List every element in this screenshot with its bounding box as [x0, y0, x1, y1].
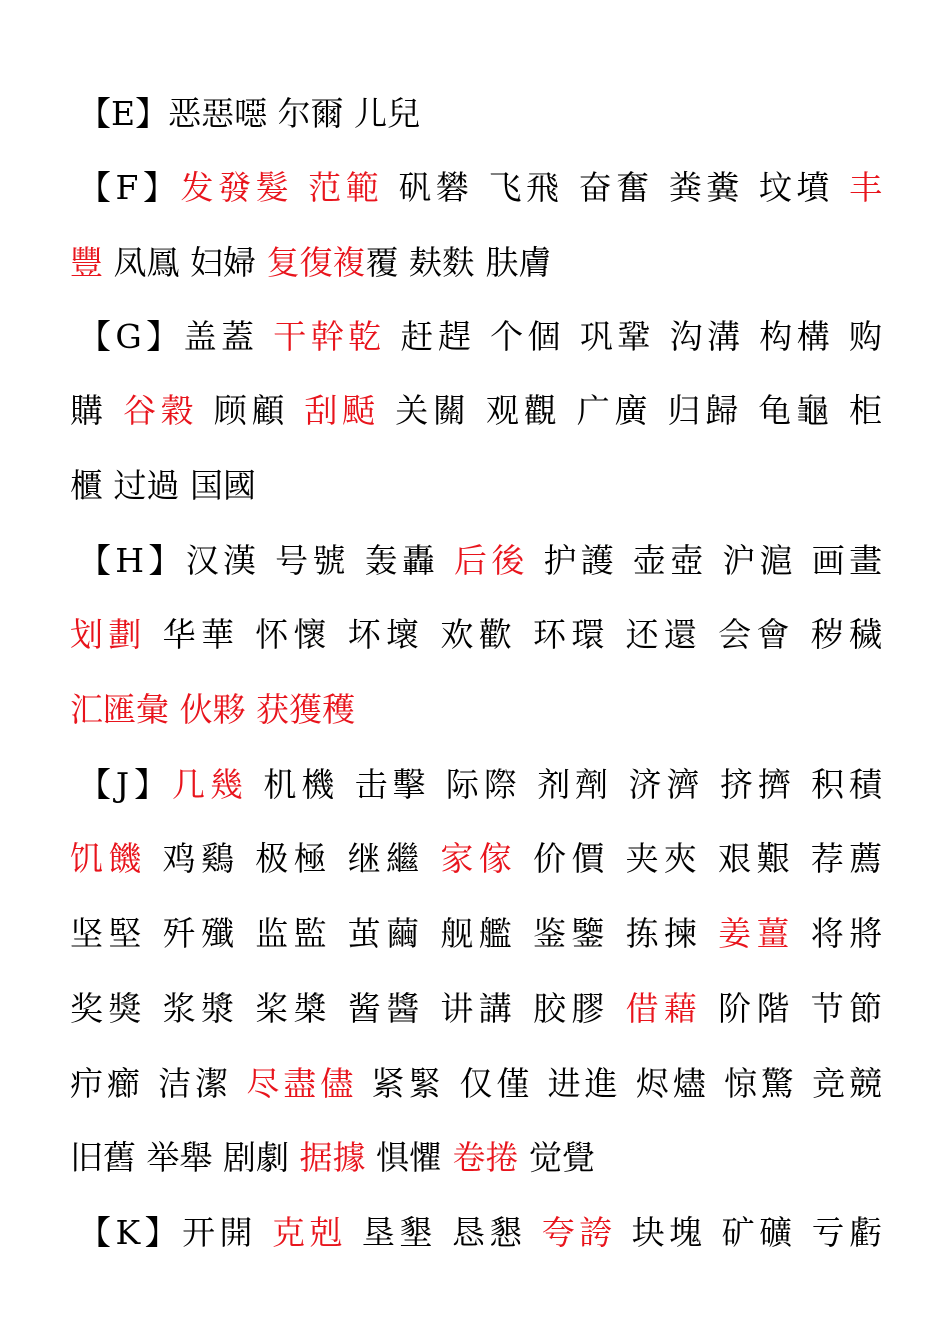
character-group: 环環: [532, 615, 610, 654]
character-group: 归歸: [667, 391, 743, 430]
highlighted-character-group: 刮颳: [304, 391, 380, 430]
text-line: [78, 1207, 882, 1259]
highlighted-character-group: 借藉: [625, 989, 703, 1028]
character-group: 矾礬: [398, 168, 474, 207]
character-group: 轰轟: [364, 541, 440, 580]
character-group: 沟溝: [669, 317, 745, 356]
text-line: [70, 833, 882, 885]
highlighted-character-group: 发發髮: [180, 168, 294, 207]
highlighted-character-group: 丰: [849, 168, 882, 207]
character-group: 胶膠: [532, 989, 610, 1028]
character-group: 块塊: [631, 1213, 707, 1252]
character-group: 个個: [490, 317, 565, 356]
character-group: 节節: [810, 989, 882, 1028]
character-group: 仅僅: [459, 1064, 534, 1103]
highlighted-character-group: 据據: [299, 1138, 366, 1177]
character-group: 沪滬: [722, 541, 797, 580]
character-group: 坏壞: [347, 615, 425, 654]
character-group: 竞競: [812, 1064, 882, 1103]
character-group: 肤膚: [485, 243, 552, 282]
character-group: 妇婦: [190, 243, 256, 282]
character-group: 欢歡: [440, 615, 518, 654]
character-group: 汉漢: [185, 541, 261, 580]
character-group: 击擊: [354, 765, 431, 804]
text-line: [70, 684, 882, 736]
highlighted-character-group: 卷捲: [452, 1138, 519, 1177]
highlighted-character-group: 几幾: [172, 765, 248, 804]
character-group: 进進: [547, 1064, 622, 1103]
character-group: 将將: [810, 914, 882, 953]
highlighted-character-group: 获獲穫: [256, 690, 355, 729]
character-group: 浆漿: [162, 989, 240, 1028]
highlighted-character-group: 饥饑: [70, 839, 147, 878]
character-group: 价價: [532, 839, 610, 878]
character-group: 护護: [543, 541, 619, 580]
text-line: [78, 88, 882, 140]
character-group: 际際: [445, 765, 522, 804]
text-line: [78, 311, 882, 363]
highlighted-character-group: 家傢: [440, 839, 518, 878]
character-group: 恳懇: [451, 1213, 527, 1252]
character-group: 剧劇: [223, 1138, 289, 1177]
character-group: 飞飛: [488, 168, 564, 207]
character-group: 济濟: [628, 765, 705, 804]
character-group: 广廣: [576, 391, 653, 430]
character-group: 麸麩: [409, 243, 475, 282]
highlighted-character-group: 干幹乾: [273, 317, 386, 356]
character-group: 凤鳳: [113, 243, 180, 282]
character-group: 尔爾: [277, 94, 344, 133]
character-group: 洁潔: [158, 1064, 232, 1103]
section-letter: 【K】: [78, 1213, 183, 1252]
section-letter: 【G】: [78, 317, 184, 356]
character-group: 坚堅: [70, 914, 147, 953]
character-group: 秽穢: [810, 615, 882, 654]
character-group: 櫃: [70, 466, 103, 505]
text-line: [70, 609, 882, 661]
character-group: 亏虧: [811, 1213, 882, 1252]
character-group: 粪糞: [668, 168, 744, 207]
character-group: 惧懼: [376, 1138, 442, 1177]
character-group: 疖癤: [70, 1064, 144, 1103]
character-group: 夹夾: [625, 839, 703, 878]
character-group: 观觀: [486, 391, 562, 430]
section-letter: 【J】: [78, 765, 173, 804]
character-group: 坟墳: [758, 168, 835, 207]
highlighted-character-group: 伙夥: [179, 690, 246, 729]
text-line: [70, 908, 882, 960]
character-group: 桨槳: [255, 989, 332, 1028]
character-group: 举舉: [146, 1138, 213, 1177]
highlighted-character-group: 尽盡儘: [246, 1064, 357, 1103]
highlighted-character-group: 范範: [308, 168, 384, 207]
section-letter: 【H】: [78, 541, 186, 580]
character-group: 儿兒: [354, 94, 421, 133]
highlighted-character-group: 谷穀: [123, 391, 199, 430]
character-group: 鉴鑒: [532, 914, 610, 953]
character-group: 茧繭: [347, 914, 425, 953]
character-group: 盖蓋: [183, 317, 259, 356]
text-line: [70, 385, 882, 437]
character-group: 机機: [263, 765, 340, 804]
character-group: 极極: [255, 839, 332, 878]
character-group: 覆: [365, 243, 399, 282]
character-group: 剂劑: [537, 765, 614, 804]
character-group: 拣揀: [625, 914, 703, 953]
character-group: 华華: [162, 615, 240, 654]
character-group: 赶趕: [400, 317, 476, 356]
character-group: 歼殲: [162, 914, 240, 953]
character-group: 壶壺: [632, 541, 708, 580]
character-group: 号號: [275, 541, 350, 580]
character-group: 購: [70, 391, 108, 430]
character-group: 龟龜: [758, 391, 834, 430]
highlighted-character-group: 夸誇: [541, 1213, 617, 1252]
text-line: [78, 535, 882, 587]
character-group: 讲講: [440, 989, 518, 1028]
character-group: 荐薦: [810, 839, 882, 878]
highlighted-character-group: 克剋: [272, 1213, 347, 1252]
character-group: 旧舊: [70, 1138, 136, 1177]
text-line: [78, 162, 882, 214]
character-group: 巩鞏: [579, 317, 655, 356]
text-line: [70, 460, 882, 512]
character-group: 国國: [190, 466, 256, 505]
character-group: 画畫: [811, 541, 882, 580]
highlighted-character-group: 后後: [454, 541, 529, 580]
text-line: [70, 237, 882, 289]
character-group: 艰艱: [718, 839, 795, 878]
character-group: 觉覺: [529, 1138, 595, 1177]
character-group: 鸡鷄: [162, 839, 240, 878]
character-group: 惊驚: [723, 1064, 798, 1103]
character-group: 构構: [759, 317, 835, 356]
highlighted-character-group: 豐: [70, 243, 103, 282]
character-group: 阶階: [718, 989, 795, 1028]
character-group: 积積: [811, 765, 882, 804]
character-group: 过過: [113, 466, 180, 505]
character-group: 关關: [395, 391, 471, 430]
highlighted-character-group: 复復複: [266, 243, 366, 282]
character-group: 垦墾: [361, 1213, 437, 1252]
character-group: 恶惡噁: [168, 94, 268, 133]
character-group: 柜: [849, 391, 882, 430]
character-group: 酱醬: [347, 989, 425, 1028]
character-group: 奋奮: [578, 168, 654, 207]
text-line: [78, 759, 882, 811]
text-line: [70, 1132, 882, 1184]
text-line: [70, 983, 882, 1035]
section-letter: 【E】: [78, 94, 169, 133]
character-group: 挤擠: [719, 765, 796, 804]
character-group: 奖獎: [70, 989, 147, 1028]
character-group: 购: [849, 317, 882, 356]
highlighted-character-group: 姜薑: [718, 914, 795, 953]
highlighted-character-group: 划劃: [70, 615, 147, 654]
character-group: 怀懷: [255, 615, 332, 654]
character-group: 监監: [255, 914, 332, 953]
character-group: 会會: [718, 615, 795, 654]
character-group: 紧緊: [371, 1064, 446, 1103]
character-group: 烬燼: [635, 1064, 710, 1103]
character-group: 顾顧: [213, 391, 290, 430]
text-line: [70, 1058, 882, 1110]
character-group: 矿礦: [721, 1213, 797, 1252]
character-group: 开開: [182, 1213, 258, 1252]
highlighted-character-group: 汇匯彙: [70, 690, 169, 729]
character-group: 继繼: [347, 839, 425, 878]
character-group: 还還: [625, 615, 703, 654]
section-letter: 【F】: [78, 168, 181, 207]
character-group: 舰艦: [440, 914, 518, 953]
